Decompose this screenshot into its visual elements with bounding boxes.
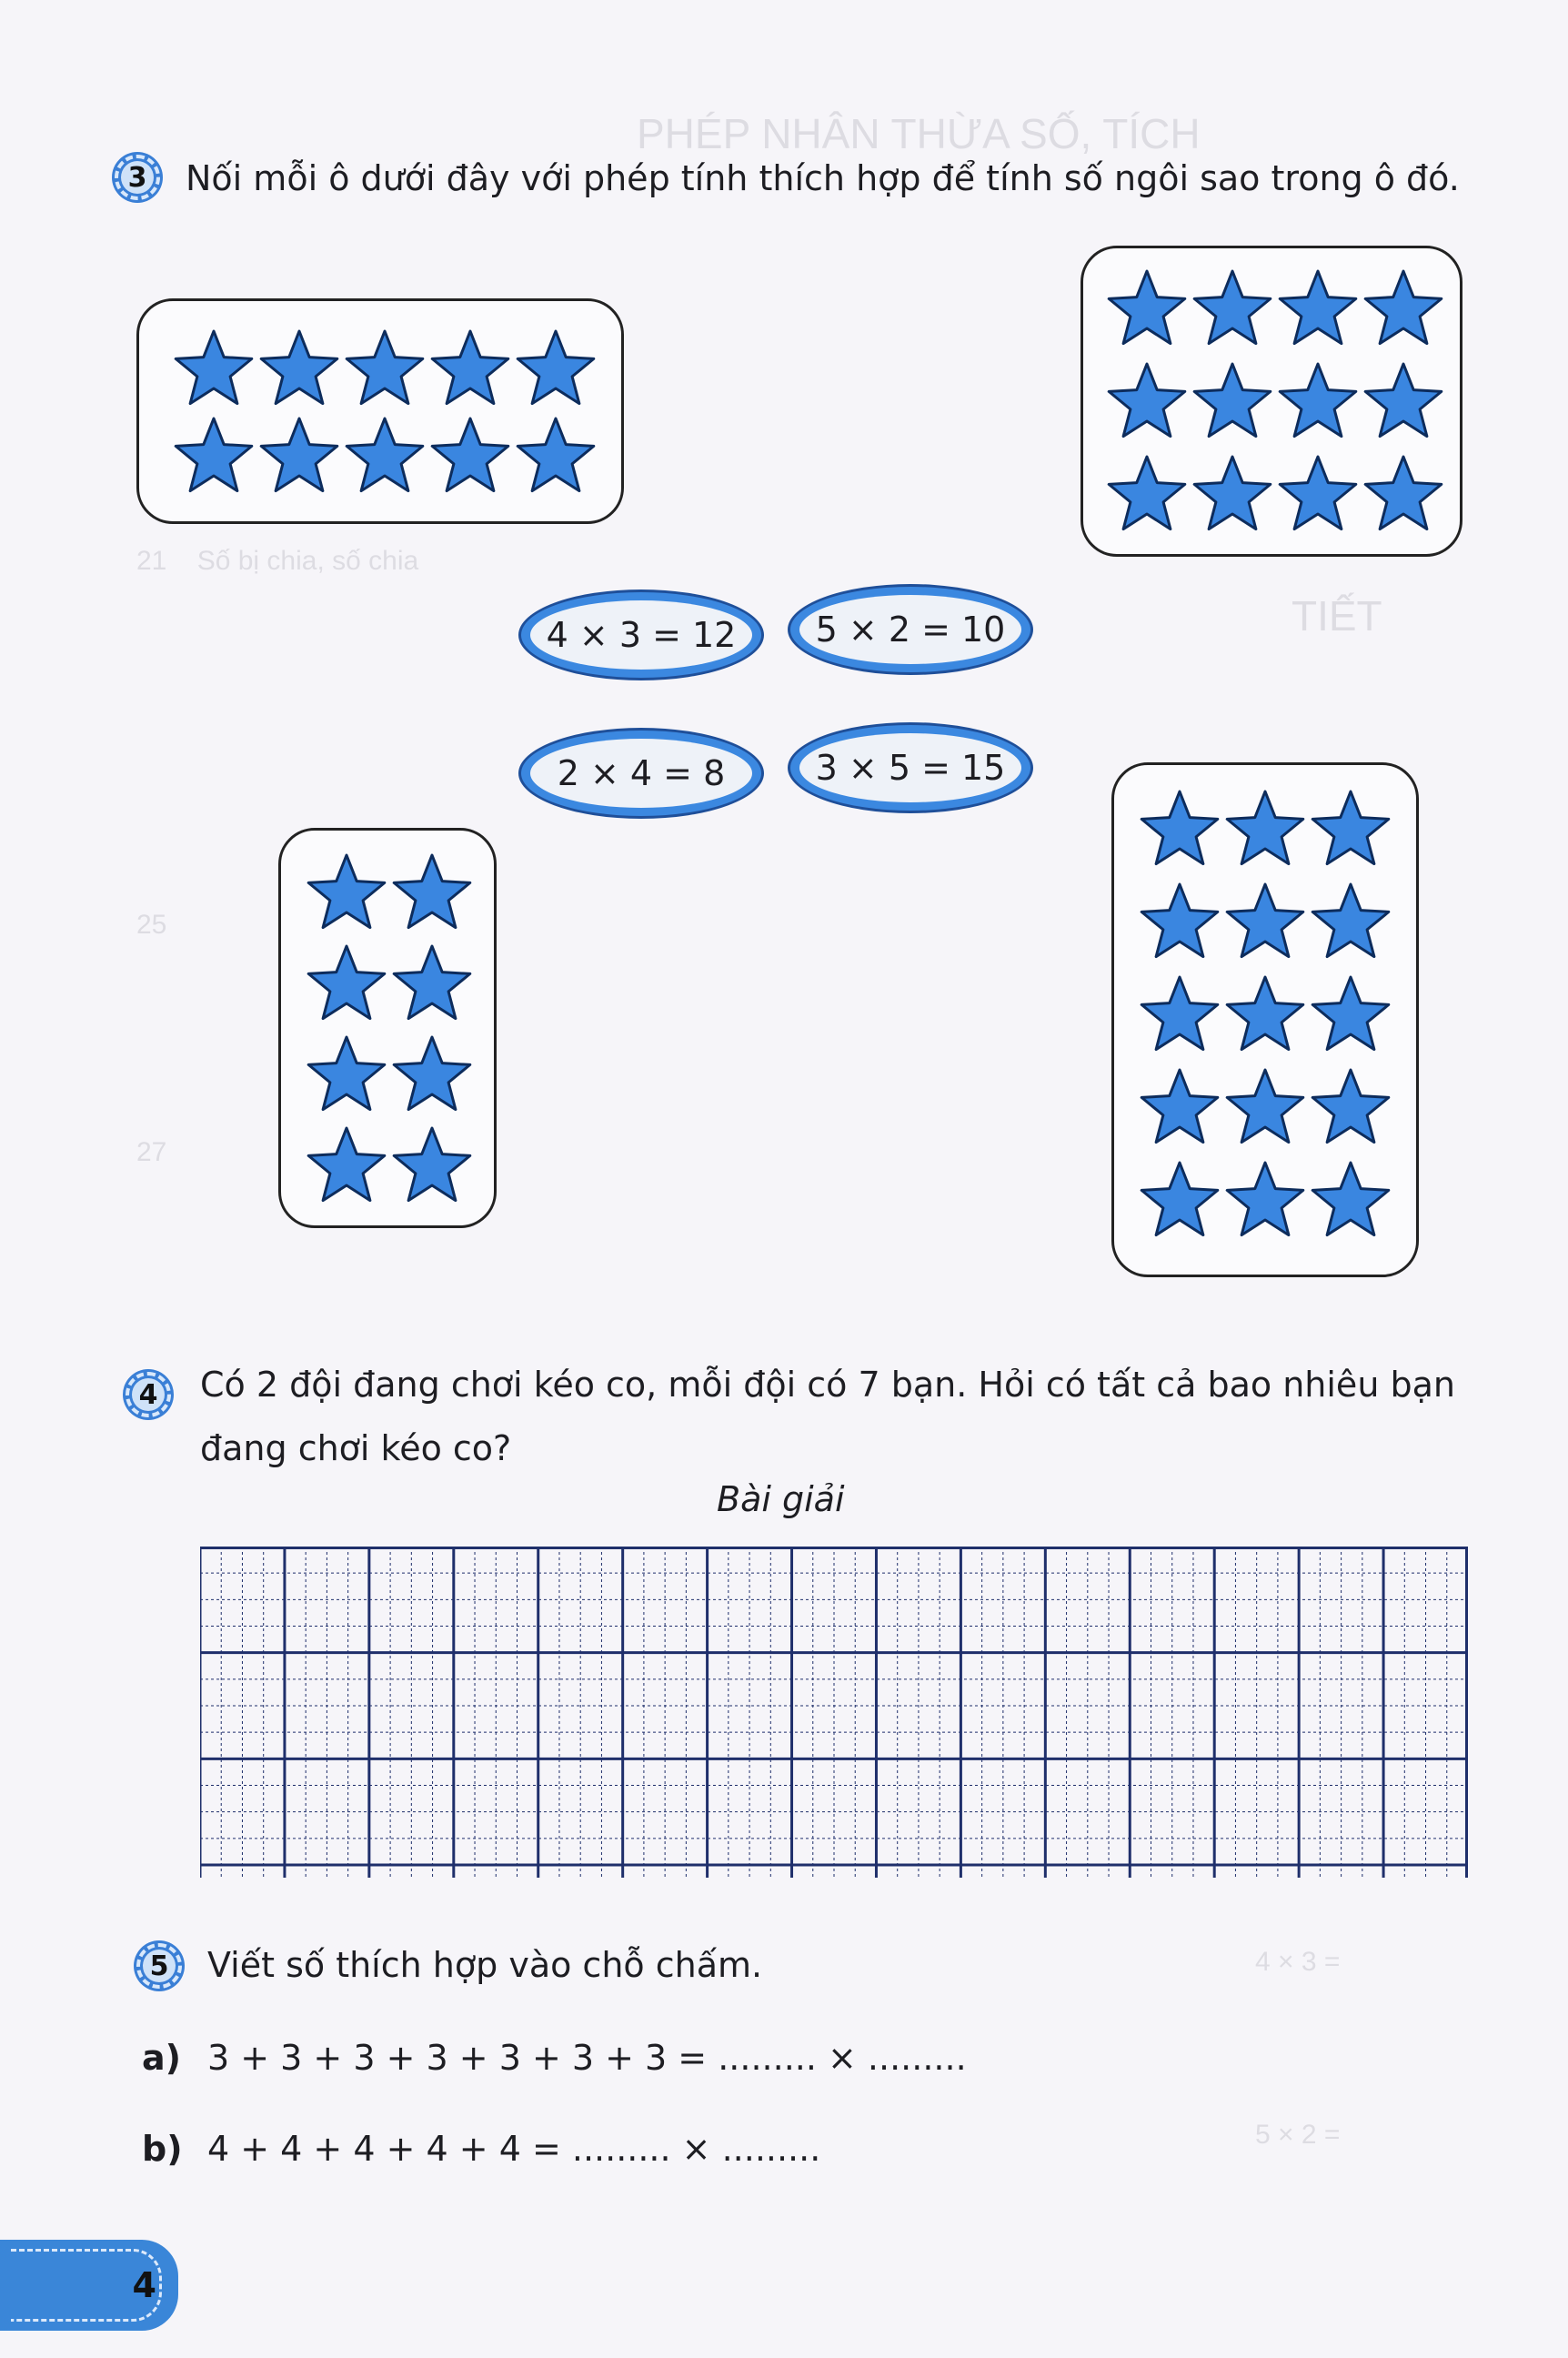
star-icon [390,942,474,1025]
star-icon [1138,1065,1221,1149]
star-icon [1309,1158,1392,1242]
page-number-tab [0,2240,178,2331]
star-icon [1191,267,1274,350]
star-icon [514,414,598,498]
star-icon [1276,267,1360,350]
star-icon [1138,972,1221,1056]
star-icon [1223,1065,1307,1149]
star-box-3x5[interactable] [1111,762,1419,1277]
star-icon [1309,1065,1392,1149]
star-icon [390,851,474,934]
equation-text: 4 × 3 = 12 [530,600,752,670]
star-icon [1223,1158,1307,1242]
star-icon [1309,787,1392,871]
task-b-label: b) [142,2129,183,2169]
equation-oval[interactable] [788,722,1033,813]
star-icon [1223,787,1307,871]
star-icon [1191,359,1274,443]
star-icon [1362,359,1445,443]
star-icon [1105,267,1189,350]
star-icon [390,1033,474,1116]
star-icon [1309,880,1392,963]
bleed-through-text: TIẾT [1292,592,1382,640]
star-icon [305,851,388,934]
star-icon [1276,359,1360,443]
star-icon [1105,452,1189,536]
question-5-text: Viết số thích hợp vào chỗ chấm. [207,1945,763,1985]
writing-grid-lines [200,1547,1468,1878]
star-icon [1105,359,1189,443]
star-icon [305,1033,388,1116]
equation-text: 2 × 4 = 8 [530,739,752,808]
bleed-through-text: PHÉP NHÂN THỪA SỐ, TÍCH [637,110,1201,157]
star-icon [1191,452,1274,536]
star-icon [1276,452,1360,536]
star-icon [343,414,427,498]
star-icon [1223,880,1307,963]
star-icon [172,327,256,410]
star-icon [390,1124,474,1207]
question-3-number-badge: 3 [115,155,160,200]
question-5-number-badge: 5 [136,1943,182,1989]
star-box-4x3[interactable] [1081,246,1462,557]
star-icon [343,327,427,410]
equation-oval[interactable] [788,584,1033,675]
page-number: 4 [132,2265,156,2305]
star-icon [1138,880,1221,963]
star-icon [428,327,512,410]
star-icon [257,327,341,410]
equation-text: 3 × 5 = 15 [799,733,1021,802]
bleed-through-text: 4 × 3 = [1255,1947,1341,1977]
star-icon [1362,452,1445,536]
star-icon [1309,972,1392,1056]
star-icon [1138,1158,1221,1242]
star-icon [1362,267,1445,350]
equation-oval[interactable] [518,590,764,680]
task-a-expression[interactable]: 3 + 3 + 3 + 3 + 3 + 3 + 3 = ......... × ......... [207,2038,967,2078]
task-a-label: a) [142,2038,182,2078]
equation-oval[interactable] [518,728,764,819]
star-box-2x4[interactable] [278,828,497,1228]
question-3-text: Nối mỗi ô dưới đây với phép tính thích hợp để tính số ngôi sao trong ô đó. [186,158,1460,198]
question-4-text-line2: đang chơi kéo co? [200,1428,512,1468]
bleed-through-text: 5 × 2 = [1255,2120,1341,2150]
star-icon [172,414,256,498]
star-icon [1138,787,1221,871]
star-icon [257,414,341,498]
star-box-5x2[interactable] [136,298,624,524]
star-icon [1223,972,1307,1056]
equation-text: 5 × 2 = 10 [799,595,1021,664]
writing-grid[interactable] [200,1547,1468,1878]
star-icon [305,942,388,1025]
task-b-expression[interactable]: 4 + 4 + 4 + 4 + 4 = ......... × ......... [207,2129,821,2169]
solution-title: Bài giải [717,1479,845,1519]
star-icon [305,1124,388,1207]
bleed-through-text: 25 [136,910,167,940]
bleed-through-text: 21 Số bị chia, số chia [136,546,419,576]
star-icon [514,327,598,410]
question-4-text-line1: Có 2 đội đang chơi kéo co, mỗi đội có 7 bạn. Hỏi có tất cả bao nhiêu bạn [200,1365,1455,1405]
bleed-through-text: 27 [136,1137,167,1167]
star-icon [428,414,512,498]
question-4-number-badge: 4 [126,1372,171,1417]
